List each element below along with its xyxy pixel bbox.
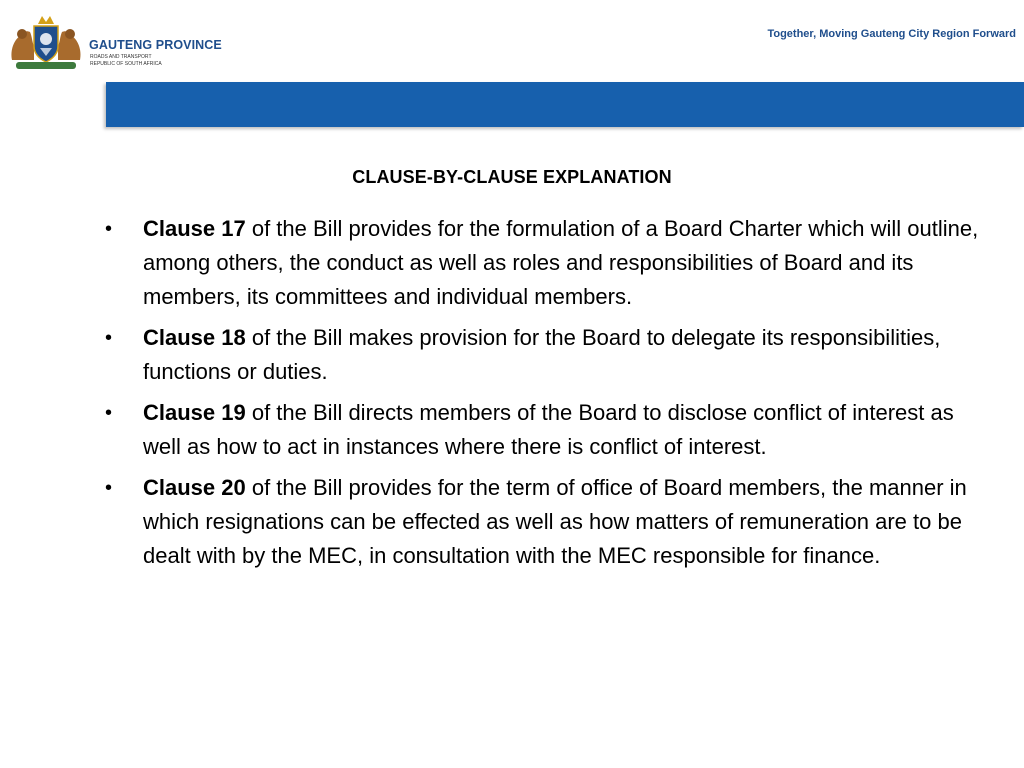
coat-of-arms-icon xyxy=(6,12,86,72)
list-item xyxy=(100,471,980,573)
clause-ref: Clause 18 xyxy=(143,325,246,350)
gauteng-logo xyxy=(6,12,236,74)
bullet-list xyxy=(100,212,980,580)
list-item xyxy=(100,321,980,389)
clause-text: of the Bill directs members of the Board to disclose conflict of interest as well as how to act in instances where there is conflict of interest. xyxy=(143,400,954,459)
org-department: ROADS AND TRANSPORT xyxy=(90,54,152,60)
list-item xyxy=(100,212,980,314)
clause-ref: Clause 19 xyxy=(143,400,246,425)
slide-title: CLAUSE-BY-CLAUSE EXPLANATION xyxy=(352,167,672,187)
clause-text: of the Bill provides for the term of office of Board members, the manner in which resignations can be effected as well as how matters of remuneration are to be dealt with by the MEC, in consultation with the MEC responsible for finance. xyxy=(143,475,967,568)
bullet-icon: • xyxy=(105,218,113,240)
bullet-icon: • xyxy=(105,477,113,499)
clause-ref: Clause 17 xyxy=(143,216,246,241)
org-name: GAUTENG PROVINCE xyxy=(89,38,222,52)
clause-ref: Clause 20 xyxy=(143,475,246,500)
clause-text: of the Bill provides for the formulation of a Board Charter which will outline, among others, the conduct as well as roles and responsibilities of Board and its members, its committees and individual members. xyxy=(143,216,979,309)
clause-text: of the Bill makes provision for the Board to delegate its responsibilities, functions or duties. xyxy=(143,325,941,384)
list-item xyxy=(100,396,980,464)
bullet-icon: • xyxy=(105,327,113,349)
org-country: REPUBLIC OF SOUTH AFRICA xyxy=(90,61,162,67)
tagline: Together, Moving Gauteng City Region Forward xyxy=(767,28,1016,40)
bullet-icon: • xyxy=(105,402,113,424)
header-band xyxy=(106,82,1024,127)
